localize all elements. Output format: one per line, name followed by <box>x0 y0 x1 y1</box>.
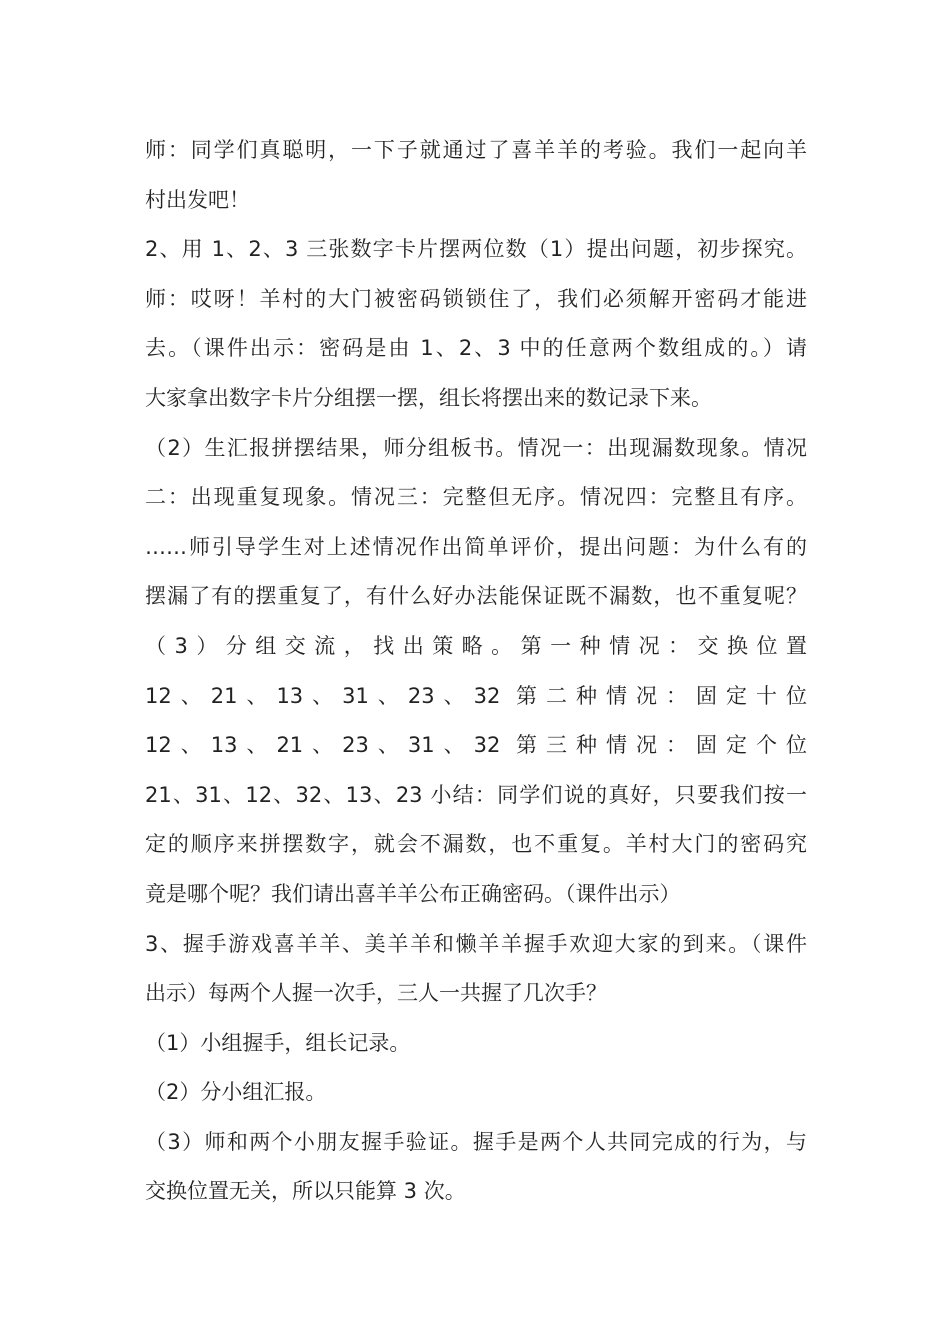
text-line-6: 大家拿出数字卡片分组摆一摆，组长将摆出来的数记录下来。 <box>145 385 712 410</box>
document-body <box>145 126 807 1217</box>
text-line-1: 师：同学们真聪明，一下子就通过了喜羊羊的考验。我们一起向羊 <box>145 138 807 162</box>
text-line-14: 21、31、12、32、13、23 小结：同学们说的真好，只要我们按一 <box>145 782 807 807</box>
text-line-21: （3）师和两个小朋友握手验证。握手是两个人共同完成的行为，与 <box>145 1129 807 1154</box>
text-line-12: 12、21、13、31、23、32 第二种情况：固定十位 <box>145 683 807 708</box>
text-line-22: 交换位置无关，所以只能算 3 次。 <box>145 1179 466 1204</box>
text-line-8: 二：出现重复现象。情况三：完整但无序。情况四：完整且有序。 <box>145 485 807 510</box>
text-line-5: 去。（课件出示：密码是由 1、2、3 中的任意两个数组成的。）请 <box>145 336 807 361</box>
text-line-4: 师：哎呀！羊村的大门被密码锁锁住了，我们必须解开密码才能进 <box>145 286 807 311</box>
text-line-7: （2）生汇报拼摆结果，师分组板书。情况一：出现漏数现象。情况 <box>145 435 807 460</box>
text-line-13: 12、13、21、23、31、32 第三种情况：固定个位 <box>145 733 807 758</box>
text-line-2: 村出发吧！ <box>145 187 250 212</box>
text-line-10: 摆漏了有的摆重复了，有什么好办法能保证既不漏数，也不重复呢？ <box>145 584 807 609</box>
text-line-17: 3、握手游戏喜羊羊、美羊羊和懒羊羊握手欢迎大家的到来。（课件 <box>145 931 807 956</box>
text-line-15: 定的顺序来拼摆数字，就会不漏数，也不重复。羊村大门的密码究 <box>145 832 807 857</box>
text-line-18: 出示）每两个人握一次手，三人一共握了几次手？ <box>145 981 607 1006</box>
text-line-16: 竟是哪个呢？我们请出喜羊羊公布正确密码。（课件出示） <box>145 881 681 906</box>
text-line-3: 2、用 1、2、3 三张数字卡片摆两位数（1）提出问题，初步探究。 <box>145 237 807 262</box>
text-line-19: （1）小组握手，组长记录。 <box>145 1030 411 1055</box>
text-line-20: （2）分小组汇报。 <box>145 1080 327 1105</box>
text-line-11: （3）分组交流，找出策略。第一种情况：交换位置 <box>145 633 807 658</box>
text-line-9: ……师引导学生对上述情况作出简单评价，提出问题：为什么有的 <box>145 534 807 559</box>
